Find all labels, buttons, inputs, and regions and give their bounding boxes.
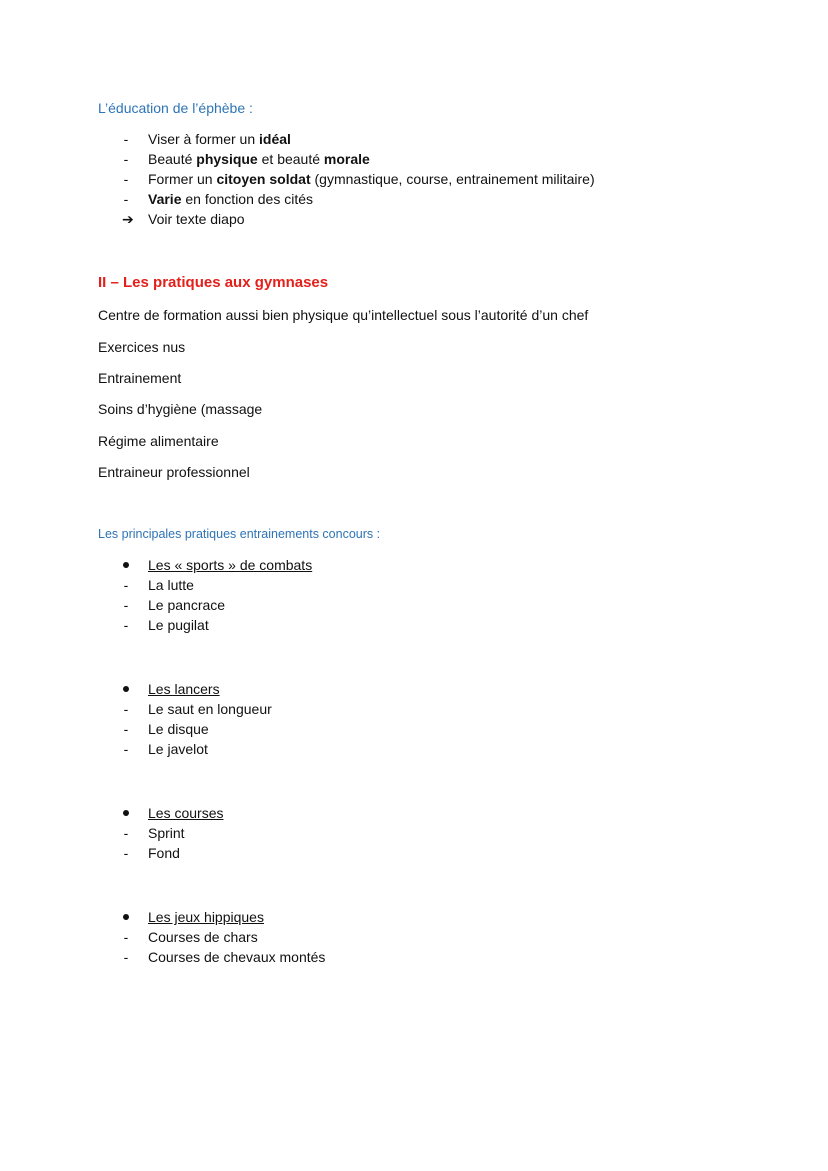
dash-marker (117, 947, 135, 967)
list-item: Voir texte diapo (148, 211, 245, 227)
bullet-icon (123, 686, 129, 692)
education-heading: L’éducation de l’éphèbe : (98, 100, 253, 116)
dash-marker (117, 719, 135, 739)
arrow-right-icon: ➔ (122, 211, 134, 227)
paragraph: Soins d’hygiène (massage (98, 401, 263, 417)
list-item: Sprint (148, 825, 185, 841)
dash-marker (117, 823, 135, 843)
list-item: Courses de chars (148, 929, 258, 945)
practices-heading: Les principales pratiques entrainements concours : (98, 527, 381, 541)
paragraph: Entraineur professionnel (98, 464, 250, 480)
dash-marker (117, 595, 135, 615)
paragraph: Exercices nus (98, 339, 186, 355)
dash-marker (117, 843, 135, 863)
list-item: Former un citoyen soldat (gymnastique, course, entrainement militaire) (148, 171, 595, 187)
dash-marker (117, 149, 135, 169)
list-item: Viser à former un idéal (148, 131, 291, 147)
list-item: Le pugilat (148, 617, 209, 633)
paragraph: Entrainement (98, 370, 182, 386)
list-item: Le disque (148, 721, 209, 737)
dash-marker (117, 927, 135, 947)
dash-marker (117, 575, 135, 595)
list-item: La lutte (148, 577, 194, 593)
list-item: Beauté physique et beauté morale (148, 151, 370, 167)
bullet-icon (123, 810, 129, 816)
list-item: Fond (148, 845, 180, 861)
bullet-icon (123, 562, 129, 568)
dash-marker (117, 615, 135, 635)
dash-marker (117, 699, 135, 719)
list-item: Le pancrace (148, 597, 226, 613)
bullet-icon (123, 914, 129, 920)
list-item: Le saut en longueur (148, 701, 272, 717)
dash-marker (117, 739, 135, 759)
group-title: Les « sports » de combats (148, 557, 313, 573)
group-title: Les jeux hippiques (148, 909, 264, 925)
dash-marker (117, 129, 135, 149)
section-title: II – Les pratiques aux gymnases (98, 274, 329, 291)
paragraph: Régime alimentaire (98, 433, 219, 449)
list-item: Courses de chevaux montés (148, 949, 326, 965)
paragraph: Centre de formation aussi bien physique qu’intellectuel sous l’autorité d’un chef (98, 307, 589, 323)
group-title: Les courses (148, 805, 224, 821)
dash-marker (117, 169, 135, 189)
dash-marker (117, 189, 135, 209)
list-item: Varie en fonction des cités (148, 191, 314, 207)
group-title: Les lancers (148, 681, 220, 697)
list-item: Le javelot (148, 741, 208, 757)
